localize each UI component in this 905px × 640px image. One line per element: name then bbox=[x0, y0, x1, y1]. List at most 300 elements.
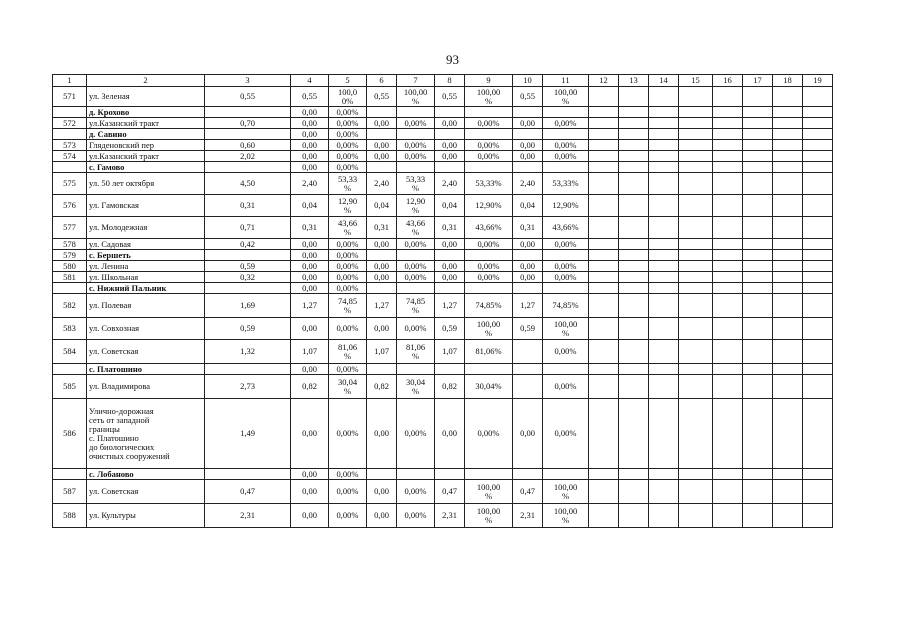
empty-cell bbox=[619, 239, 649, 250]
column-header: 6 bbox=[367, 75, 397, 87]
empty-cell bbox=[803, 283, 833, 294]
empty-cell bbox=[743, 250, 773, 261]
value-cell: 100,00 % bbox=[543, 87, 589, 107]
value-cell: 1,27 bbox=[367, 294, 397, 318]
value-cell: 100,00 % bbox=[543, 504, 589, 528]
empty-cell bbox=[773, 151, 803, 162]
table-row bbox=[53, 151, 833, 162]
column-header: 18 bbox=[773, 75, 803, 87]
value-cell: 74,85 % bbox=[397, 294, 435, 318]
empty-cell bbox=[713, 272, 743, 283]
value-cell: 0,00 bbox=[367, 151, 397, 162]
empty-cell bbox=[743, 87, 773, 107]
empty-cell bbox=[619, 140, 649, 151]
empty-cell bbox=[773, 283, 803, 294]
value-cell: 0,00% bbox=[465, 272, 513, 283]
name-cell: ул. Совхозная bbox=[87, 318, 205, 340]
value-cell: 0,00 bbox=[513, 151, 543, 162]
value-cell: 0,00 bbox=[513, 118, 543, 129]
value-cell bbox=[543, 162, 589, 173]
value-cell: 100,00 % bbox=[543, 318, 589, 340]
value-cell: 0,70 bbox=[205, 118, 291, 129]
empty-cell bbox=[619, 261, 649, 272]
empty-cell bbox=[619, 272, 649, 283]
empty-cell bbox=[743, 140, 773, 151]
row-number-cell bbox=[53, 364, 87, 375]
value-cell: 1,27 bbox=[291, 294, 329, 318]
table-row bbox=[53, 140, 833, 151]
empty-cell bbox=[679, 480, 713, 504]
name-cell: ул. Гамовская bbox=[87, 195, 205, 217]
value-cell bbox=[397, 469, 435, 480]
value-cell: 12,90% bbox=[543, 195, 589, 217]
empty-cell bbox=[743, 294, 773, 318]
empty-cell bbox=[803, 480, 833, 504]
value-cell: 0,00% bbox=[329, 469, 367, 480]
empty-cell bbox=[713, 151, 743, 162]
empty-cell bbox=[679, 469, 713, 480]
empty-cell bbox=[679, 129, 713, 140]
value-cell: 0,00 bbox=[367, 261, 397, 272]
value-cell: 0,00 bbox=[291, 162, 329, 173]
empty-cell bbox=[743, 340, 773, 364]
empty-cell bbox=[679, 399, 713, 469]
name-cell: с. Бершеть bbox=[87, 250, 205, 261]
name-cell: ул. Владимирова bbox=[87, 375, 205, 399]
value-cell: 0,00% bbox=[543, 140, 589, 151]
value-cell: 0,00% bbox=[397, 504, 435, 528]
name-cell: Улично-дорожная сеть от западной границы с. Платошино до биологических очистных сооружений bbox=[87, 399, 205, 469]
row-number-cell bbox=[53, 283, 87, 294]
value-cell: 100,00 % bbox=[543, 480, 589, 504]
section-row bbox=[53, 283, 833, 294]
value-cell: 0,55 bbox=[205, 87, 291, 107]
empty-cell bbox=[803, 195, 833, 217]
value-cell: 0,00 bbox=[291, 318, 329, 340]
name-cell: ул. Полевая bbox=[87, 294, 205, 318]
value-cell: 0,00 bbox=[513, 261, 543, 272]
value-cell: 0,00 bbox=[435, 272, 465, 283]
value-cell: 0,59 bbox=[513, 318, 543, 340]
empty-cell bbox=[713, 399, 743, 469]
value-cell: 0,00 bbox=[435, 239, 465, 250]
row-number-cell: 576 bbox=[53, 195, 87, 217]
value-cell bbox=[397, 364, 435, 375]
value-cell: 0,00% bbox=[329, 283, 367, 294]
row-number-cell: 583 bbox=[53, 318, 87, 340]
value-cell bbox=[465, 250, 513, 261]
empty-cell bbox=[713, 294, 743, 318]
value-cell: 0,55 bbox=[435, 87, 465, 107]
row-number-cell bbox=[53, 129, 87, 140]
value-cell: 0,00 bbox=[367, 118, 397, 129]
empty-cell bbox=[589, 480, 619, 504]
value-cell bbox=[205, 283, 291, 294]
table-row bbox=[53, 239, 833, 250]
name-cell: ул. Советская bbox=[87, 480, 205, 504]
value-cell: 0,00% bbox=[329, 504, 367, 528]
value-cell: 0,00% bbox=[397, 140, 435, 151]
empty-cell bbox=[773, 340, 803, 364]
value-cell bbox=[205, 364, 291, 375]
empty-cell bbox=[713, 107, 743, 118]
column-header: 16 bbox=[713, 75, 743, 87]
empty-cell bbox=[649, 261, 679, 272]
value-cell: 0,00 bbox=[291, 272, 329, 283]
row-number-cell: 574 bbox=[53, 151, 87, 162]
value-cell bbox=[397, 162, 435, 173]
empty-cell bbox=[589, 399, 619, 469]
value-cell: 0,00% bbox=[397, 118, 435, 129]
value-cell: 0,47 bbox=[435, 480, 465, 504]
value-cell: 0,04 bbox=[513, 195, 543, 217]
empty-cell bbox=[803, 107, 833, 118]
empty-cell bbox=[743, 151, 773, 162]
table-row bbox=[53, 87, 833, 107]
empty-cell bbox=[649, 173, 679, 195]
empty-cell bbox=[589, 151, 619, 162]
empty-cell bbox=[619, 129, 649, 140]
row-number-cell bbox=[53, 469, 87, 480]
value-cell: 0,00% bbox=[397, 151, 435, 162]
empty-cell bbox=[679, 151, 713, 162]
column-header: 12 bbox=[589, 75, 619, 87]
value-cell: 30,04 % bbox=[397, 375, 435, 399]
empty-cell bbox=[649, 272, 679, 283]
empty-cell bbox=[679, 107, 713, 118]
empty-cell bbox=[803, 118, 833, 129]
value-cell bbox=[435, 469, 465, 480]
value-cell: 43,66% bbox=[543, 217, 589, 239]
table-row bbox=[53, 261, 833, 272]
value-cell: 81,06 % bbox=[397, 340, 435, 364]
value-cell: 0,00 bbox=[291, 504, 329, 528]
empty-cell bbox=[679, 375, 713, 399]
table-row bbox=[53, 294, 833, 318]
empty-cell bbox=[679, 340, 713, 364]
empty-cell bbox=[619, 294, 649, 318]
value-cell: 0,55 bbox=[291, 87, 329, 107]
value-cell: 0,00 bbox=[291, 129, 329, 140]
table-row bbox=[53, 118, 833, 129]
column-header: 19 bbox=[803, 75, 833, 87]
empty-cell bbox=[679, 87, 713, 107]
value-cell bbox=[435, 107, 465, 118]
value-cell: 100,00 % bbox=[397, 87, 435, 107]
empty-cell bbox=[589, 250, 619, 261]
value-cell: 0,00% bbox=[397, 318, 435, 340]
value-cell: 0,00 bbox=[291, 250, 329, 261]
value-cell: 100,00 % bbox=[465, 480, 513, 504]
empty-cell bbox=[679, 318, 713, 340]
row-number-cell bbox=[53, 162, 87, 173]
value-cell: 0,71 bbox=[205, 217, 291, 239]
value-cell: 100,00 % bbox=[465, 318, 513, 340]
empty-cell bbox=[589, 283, 619, 294]
empty-cell bbox=[713, 140, 743, 151]
table-row bbox=[53, 399, 833, 469]
empty-cell bbox=[589, 340, 619, 364]
value-cell: 12,90 % bbox=[329, 195, 367, 217]
empty-cell bbox=[803, 399, 833, 469]
value-cell: 0,00 bbox=[435, 140, 465, 151]
value-cell: 0,00% bbox=[543, 261, 589, 272]
value-cell: 0,00% bbox=[543, 340, 589, 364]
value-cell: 0,31 bbox=[291, 217, 329, 239]
value-cell: 100,0 0% bbox=[329, 87, 367, 107]
empty-cell bbox=[803, 261, 833, 272]
value-cell: 0,59 bbox=[435, 318, 465, 340]
value-cell: 74,85% bbox=[543, 294, 589, 318]
value-cell: 0,00% bbox=[329, 140, 367, 151]
value-cell bbox=[543, 283, 589, 294]
empty-cell bbox=[589, 469, 619, 480]
value-cell: 0,59 bbox=[205, 261, 291, 272]
value-cell: 0,82 bbox=[291, 375, 329, 399]
empty-cell bbox=[743, 217, 773, 239]
value-cell bbox=[543, 469, 589, 480]
value-cell: 100,00 % bbox=[465, 87, 513, 107]
empty-cell bbox=[713, 129, 743, 140]
empty-cell bbox=[649, 294, 679, 318]
value-cell bbox=[435, 250, 465, 261]
value-cell: 0,04 bbox=[367, 195, 397, 217]
value-cell: 0,55 bbox=[367, 87, 397, 107]
value-cell: 0,55 bbox=[513, 87, 543, 107]
table-row bbox=[53, 195, 833, 217]
value-cell: 0,31 bbox=[205, 195, 291, 217]
empty-cell bbox=[619, 250, 649, 261]
empty-cell bbox=[649, 87, 679, 107]
empty-cell bbox=[773, 129, 803, 140]
value-cell: 0,00% bbox=[465, 239, 513, 250]
value-cell: 30,04% bbox=[465, 375, 513, 399]
value-cell: 0,00 bbox=[291, 480, 329, 504]
value-cell: 0,00 bbox=[291, 364, 329, 375]
empty-cell bbox=[713, 239, 743, 250]
value-cell bbox=[367, 162, 397, 173]
value-cell: 0,59 bbox=[205, 318, 291, 340]
empty-cell bbox=[773, 504, 803, 528]
section-row bbox=[53, 250, 833, 261]
empty-cell bbox=[773, 195, 803, 217]
value-cell: 0,47 bbox=[205, 480, 291, 504]
empty-cell bbox=[803, 239, 833, 250]
empty-cell bbox=[619, 87, 649, 107]
value-cell bbox=[465, 107, 513, 118]
value-cell: 0,82 bbox=[435, 375, 465, 399]
empty-cell bbox=[713, 469, 743, 480]
value-cell: 0,00 bbox=[291, 140, 329, 151]
empty-cell bbox=[589, 364, 619, 375]
empty-cell bbox=[773, 87, 803, 107]
value-cell: 1,07 bbox=[435, 340, 465, 364]
value-cell bbox=[397, 129, 435, 140]
empty-cell bbox=[679, 250, 713, 261]
value-cell: 1,07 bbox=[291, 340, 329, 364]
value-cell: 0,00% bbox=[329, 480, 367, 504]
row-number-cell: 588 bbox=[53, 504, 87, 528]
value-cell bbox=[465, 469, 513, 480]
empty-cell bbox=[743, 480, 773, 504]
empty-cell bbox=[773, 118, 803, 129]
value-cell: 0,00 bbox=[291, 261, 329, 272]
value-cell: 0,32 bbox=[205, 272, 291, 283]
empty-cell bbox=[743, 118, 773, 129]
value-cell: 0,00% bbox=[329, 151, 367, 162]
value-cell: 0,00% bbox=[543, 399, 589, 469]
value-cell bbox=[205, 469, 291, 480]
name-cell: ул. Ленина bbox=[87, 261, 205, 272]
empty-cell bbox=[649, 399, 679, 469]
value-cell: 0,00 bbox=[513, 399, 543, 469]
value-cell: 0,00 bbox=[291, 239, 329, 250]
name-cell: с. Гамово bbox=[87, 162, 205, 173]
value-cell: 0,00% bbox=[329, 129, 367, 140]
row-number-cell: 579 bbox=[53, 250, 87, 261]
header-row bbox=[53, 75, 833, 87]
empty-cell bbox=[713, 375, 743, 399]
empty-cell bbox=[589, 504, 619, 528]
value-cell: 2,31 bbox=[205, 504, 291, 528]
table-row bbox=[53, 318, 833, 340]
value-cell: 0,00% bbox=[465, 140, 513, 151]
empty-cell bbox=[803, 87, 833, 107]
empty-cell bbox=[803, 364, 833, 375]
value-cell: 0,00% bbox=[329, 364, 367, 375]
name-cell: ул. Культуры bbox=[87, 504, 205, 528]
empty-cell bbox=[743, 162, 773, 173]
value-cell bbox=[397, 283, 435, 294]
name-cell: ул. Садовая bbox=[87, 239, 205, 250]
empty-cell bbox=[743, 107, 773, 118]
row-number-cell: 586 bbox=[53, 399, 87, 469]
table-row bbox=[53, 340, 833, 364]
value-cell: 2,40 bbox=[435, 173, 465, 195]
empty-cell bbox=[713, 283, 743, 294]
empty-cell bbox=[773, 469, 803, 480]
value-cell: 2,40 bbox=[291, 173, 329, 195]
value-cell: 0,00 bbox=[291, 151, 329, 162]
empty-cell bbox=[619, 504, 649, 528]
value-cell: 1,32 bbox=[205, 340, 291, 364]
value-cell: 0,00% bbox=[543, 151, 589, 162]
empty-cell bbox=[713, 250, 743, 261]
empty-cell bbox=[773, 364, 803, 375]
empty-cell bbox=[803, 173, 833, 195]
empty-cell bbox=[619, 195, 649, 217]
empty-cell bbox=[589, 375, 619, 399]
empty-cell bbox=[649, 195, 679, 217]
value-cell: 12,90% bbox=[465, 195, 513, 217]
empty-cell bbox=[589, 118, 619, 129]
section-row bbox=[53, 107, 833, 118]
value-cell: 0,82 bbox=[367, 375, 397, 399]
value-cell: 100,00 % bbox=[465, 504, 513, 528]
table-row bbox=[53, 375, 833, 399]
empty-cell bbox=[803, 162, 833, 173]
value-cell: 0,42 bbox=[205, 239, 291, 250]
empty-cell bbox=[589, 261, 619, 272]
empty-cell bbox=[743, 364, 773, 375]
value-cell: 2,40 bbox=[367, 173, 397, 195]
value-cell: 0,00 bbox=[367, 504, 397, 528]
value-cell bbox=[397, 250, 435, 261]
row-number-cell: 578 bbox=[53, 239, 87, 250]
table-body bbox=[53, 75, 833, 528]
empty-cell bbox=[803, 340, 833, 364]
value-cell: 0,00% bbox=[329, 239, 367, 250]
value-cell: 2,31 bbox=[513, 504, 543, 528]
empty-cell bbox=[619, 118, 649, 129]
value-cell: 0,00 bbox=[435, 118, 465, 129]
column-header: 3 bbox=[205, 75, 291, 87]
value-cell: 0,00% bbox=[397, 272, 435, 283]
empty-cell bbox=[649, 340, 679, 364]
name-cell: ул. Школьная bbox=[87, 272, 205, 283]
empty-cell bbox=[619, 469, 649, 480]
value-cell: 0,00 bbox=[291, 107, 329, 118]
column-header: 8 bbox=[435, 75, 465, 87]
value-cell: 0,00% bbox=[329, 261, 367, 272]
value-cell: 2,73 bbox=[205, 375, 291, 399]
value-cell: 0,00% bbox=[329, 118, 367, 129]
value-cell bbox=[465, 364, 513, 375]
value-cell: 0,00 bbox=[367, 239, 397, 250]
empty-cell bbox=[679, 504, 713, 528]
empty-cell bbox=[773, 294, 803, 318]
value-cell: 53,33 % bbox=[329, 173, 367, 195]
column-header: 5 bbox=[329, 75, 367, 87]
empty-cell bbox=[589, 129, 619, 140]
value-cell: 74,85 % bbox=[329, 294, 367, 318]
empty-cell bbox=[773, 318, 803, 340]
value-cell: 0,00 bbox=[367, 480, 397, 504]
empty-cell bbox=[803, 129, 833, 140]
value-cell: 0,00% bbox=[329, 162, 367, 173]
value-cell: 0,00 bbox=[513, 272, 543, 283]
empty-cell bbox=[803, 318, 833, 340]
value-cell: 0,00% bbox=[397, 399, 435, 469]
value-cell bbox=[465, 162, 513, 173]
empty-cell bbox=[679, 294, 713, 318]
empty-cell bbox=[713, 364, 743, 375]
value-cell: 0,04 bbox=[435, 195, 465, 217]
empty-cell bbox=[589, 318, 619, 340]
value-cell: 2,02 bbox=[205, 151, 291, 162]
name-cell: ул. Зеленая bbox=[87, 87, 205, 107]
empty-cell bbox=[743, 283, 773, 294]
empty-cell bbox=[743, 261, 773, 272]
value-cell: 2,31 bbox=[435, 504, 465, 528]
empty-cell bbox=[803, 250, 833, 261]
empty-cell bbox=[589, 87, 619, 107]
empty-cell bbox=[589, 294, 619, 318]
empty-cell bbox=[589, 239, 619, 250]
name-cell: ул.Казанский тракт bbox=[87, 151, 205, 162]
value-cell: 0,00% bbox=[543, 118, 589, 129]
column-header: 13 bbox=[619, 75, 649, 87]
empty-cell bbox=[743, 195, 773, 217]
empty-cell bbox=[619, 375, 649, 399]
empty-cell bbox=[773, 140, 803, 151]
value-cell: 0,00% bbox=[329, 318, 367, 340]
empty-cell bbox=[713, 340, 743, 364]
row-number-cell: 571 bbox=[53, 87, 87, 107]
table-row bbox=[53, 217, 833, 239]
value-cell bbox=[513, 250, 543, 261]
empty-cell bbox=[649, 250, 679, 261]
